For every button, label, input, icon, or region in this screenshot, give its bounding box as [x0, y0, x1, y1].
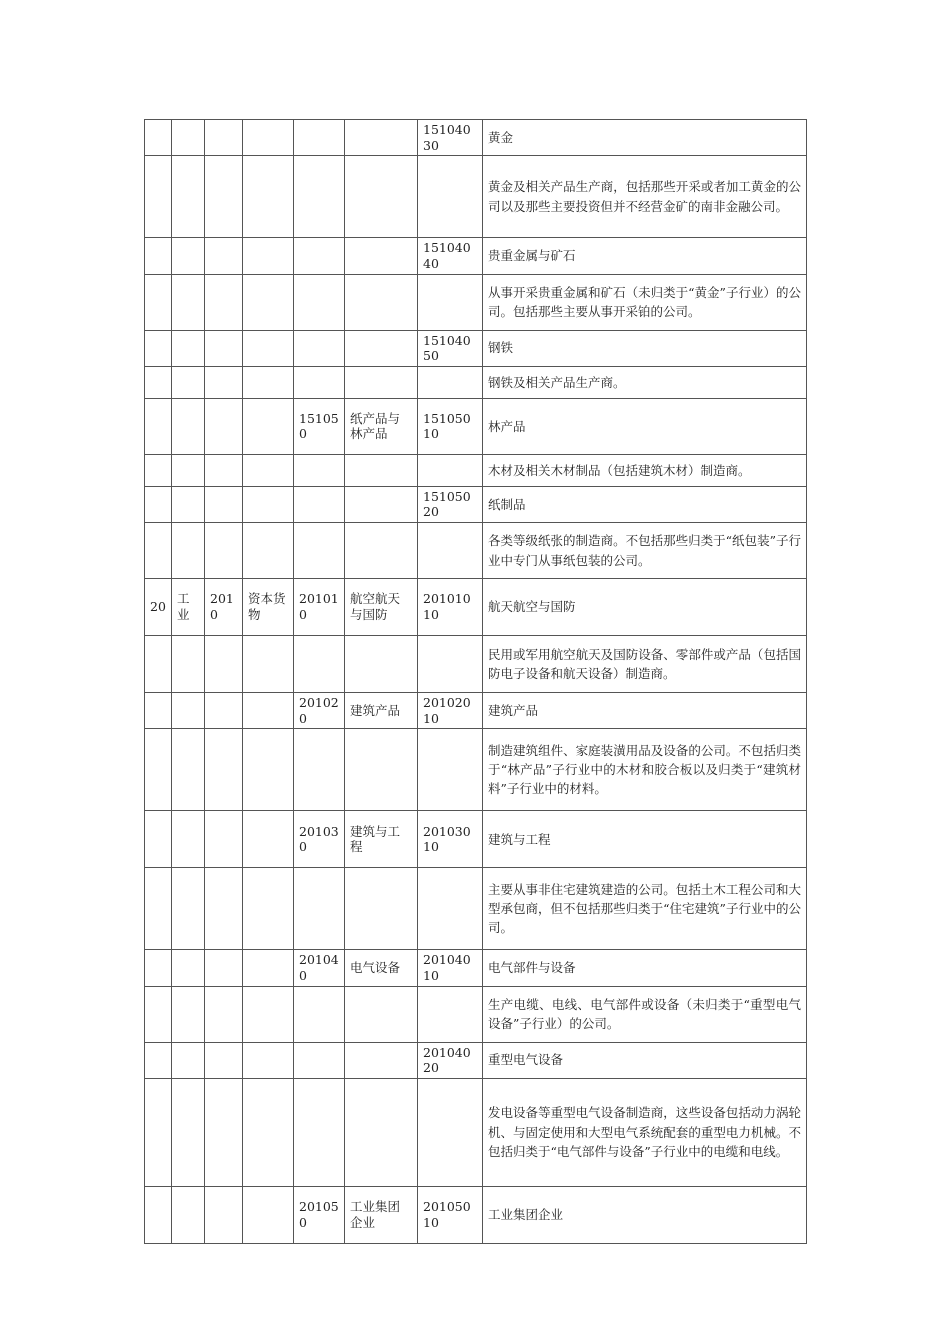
industry-group-name-cell: [243, 636, 294, 693]
sector-name-cell: [172, 398, 205, 454]
industry-group-name-cell: [243, 454, 294, 486]
gics-classification-table: [144, 119, 807, 1244]
sector-name-cell: [172, 950, 205, 986]
table-row: [145, 579, 807, 636]
sector-code-cell: [145, 523, 172, 579]
industry-group-name-cell: [243, 950, 294, 986]
industry-group-code-cell: [205, 366, 243, 398]
industry-group-code-cell: [205, 454, 243, 486]
industry-name-cell: [345, 120, 418, 156]
sector-code-cell: [145, 636, 172, 693]
sub-industry-text-cell: 黄金: [483, 120, 807, 156]
sub-industry-text-cell: 发电设备等重型电气设备制造商，这些设备包括动力涡轮机、与固定使用和大型电气系统配套的重型电力机械。不包括归类于“电气部件与设备”子行业中的电缆和电线。: [483, 1078, 807, 1186]
table-row: [145, 1078, 807, 1186]
sub-industry-code-cell: 20104010: [418, 950, 483, 986]
industry-group-code-cell: 2010: [205, 579, 243, 636]
sector-name-cell: [172, 729, 205, 811]
industry-group-name-cell: [243, 274, 294, 330]
sub-industry-code-cell: 15104030: [418, 120, 483, 156]
industry-group-name-cell: [243, 120, 294, 156]
industry-group-code-cell: [205, 868, 243, 950]
sub-industry-code-cell: 20102010: [418, 693, 483, 729]
sub-industry-code-cell: [418, 366, 483, 398]
sub-industry-code-cell: [418, 156, 483, 238]
industry-group-code-cell: [205, 274, 243, 330]
sub-industry-code-cell: 20101010: [418, 579, 483, 636]
industry-code-cell: [294, 1078, 345, 1186]
sector-name-cell: [172, 1186, 205, 1243]
sub-industry-code-cell: [418, 1078, 483, 1186]
industry-name-cell: [345, 523, 418, 579]
table-row: [145, 454, 807, 486]
sector-code-cell: [145, 729, 172, 811]
industry-name-cell: [345, 274, 418, 330]
table-row: [145, 636, 807, 693]
industry-group-code-cell: [205, 238, 243, 274]
sector-code-cell: [145, 1186, 172, 1243]
industry-group-name-cell: [243, 986, 294, 1042]
industry-code-cell: 201040: [294, 950, 345, 986]
table-row: [145, 868, 807, 950]
industry-code-cell: 201010: [294, 579, 345, 636]
industry-group-code-cell: [205, 1042, 243, 1078]
industry-code-cell: 201020: [294, 693, 345, 729]
sector-name-cell: [172, 330, 205, 366]
sector-code-cell: [145, 868, 172, 950]
industry-name-cell: 电气设备: [345, 950, 418, 986]
sector-code-cell: [145, 454, 172, 486]
sub-industry-code-cell: [418, 636, 483, 693]
sector-code-cell: [145, 693, 172, 729]
sub-industry-code-cell: 15105020: [418, 486, 483, 522]
sector-name-cell: [172, 693, 205, 729]
industry-name-cell: 纸产品与林产品: [345, 398, 418, 454]
sector-name-cell: [172, 454, 205, 486]
industry-name-cell: [345, 156, 418, 238]
industry-name-cell: 航空航天与国防: [345, 579, 418, 636]
sub-industry-text-cell: 林产品: [483, 398, 807, 454]
industry-name-cell: [345, 1078, 418, 1186]
sector-code-cell: [145, 120, 172, 156]
industry-group-name-cell: [243, 1078, 294, 1186]
industry-code-cell: [294, 868, 345, 950]
industry-group-name-cell: [243, 523, 294, 579]
industry-code-cell: [294, 366, 345, 398]
sub-industry-text-cell: 各类等级纸张的制造商。不包括那些归类于“纸包装”子行业中专门从事纸包装的公司。: [483, 523, 807, 579]
sub-industry-text-cell: 木材及相关木材制品（包括建筑木材）制造商。: [483, 454, 807, 486]
sub-industry-text-cell: 工业集团企业: [483, 1186, 807, 1243]
sector-name-cell: [172, 811, 205, 868]
industry-code-cell: 201030: [294, 811, 345, 868]
industry-code-cell: [294, 523, 345, 579]
table-row: [145, 486, 807, 522]
sub-industry-code-cell: [418, 274, 483, 330]
industry-code-cell: [294, 238, 345, 274]
table-row: [145, 523, 807, 579]
industry-name-cell: 建筑产品: [345, 693, 418, 729]
table-row: [145, 330, 807, 366]
sub-industry-code-cell: [418, 868, 483, 950]
industry-group-code-cell: [205, 330, 243, 366]
sub-industry-text-cell: 制造建筑组件、家庭装潢用品及设备的公司。不包括归类于“林产品”子行业中的木材和胶合板以及归类于“建筑材料”子行业中的材料。: [483, 729, 807, 811]
sector-code-cell: [145, 950, 172, 986]
sub-industry-text-cell: 航天航空与国防: [483, 579, 807, 636]
industry-group-code-cell: [205, 1078, 243, 1186]
sector-code-cell: [145, 156, 172, 238]
industry-group-name-cell: [243, 156, 294, 238]
sub-industry-code-cell: 20104020: [418, 1042, 483, 1078]
industry-group-code-cell: [205, 693, 243, 729]
sector-code-cell: [145, 238, 172, 274]
industry-group-code-cell: [205, 1186, 243, 1243]
industry-code-cell: [294, 1042, 345, 1078]
sub-industry-text-cell: 电气部件与设备: [483, 950, 807, 986]
sector-name-cell: [172, 868, 205, 950]
industry-code-cell: [294, 156, 345, 238]
industry-group-name-cell: [243, 398, 294, 454]
industry-group-name-cell: 资本货物: [243, 579, 294, 636]
table-row: [145, 366, 807, 398]
table-row: [145, 729, 807, 811]
sector-code-cell: [145, 366, 172, 398]
sub-industry-code-cell: 20103010: [418, 811, 483, 868]
sector-name-cell: [172, 986, 205, 1042]
sub-industry-text-cell: 重型电气设备: [483, 1042, 807, 1078]
industry-group-name-cell: [243, 729, 294, 811]
industry-code-cell: [294, 636, 345, 693]
sector-code-cell: [145, 486, 172, 522]
sub-industry-text-cell: 建筑与工程: [483, 811, 807, 868]
sub-industry-text-cell: 建筑产品: [483, 693, 807, 729]
sector-code-cell: [145, 330, 172, 366]
table-row: [145, 398, 807, 454]
sector-code-cell: [145, 1078, 172, 1186]
industry-code-cell: [294, 986, 345, 1042]
sector-code-cell: [145, 986, 172, 1042]
sub-industry-text-cell: 生产电缆、电线、电气部件或设备（未归类于“重型电气设备”子行业）的公司。: [483, 986, 807, 1042]
sub-industry-text-cell: 主要从事非住宅建筑建造的公司。包括土木工程公司和大型承包商，但不包括那些归类于“住宅建筑”子行业中的公司。: [483, 868, 807, 950]
sector-name-cell: 工业: [172, 579, 205, 636]
sub-industry-text-cell: 纸制品: [483, 486, 807, 522]
sector-name-cell: [172, 1042, 205, 1078]
industry-group-name-cell: [243, 868, 294, 950]
table-row: [145, 274, 807, 330]
industry-name-cell: [345, 986, 418, 1042]
industry-code-cell: [294, 274, 345, 330]
sub-industry-text-cell: 黄金及相关产品生产商，包括那些开采或者加工黄金的公司以及那些主要投资但并不经营金矿的南非金融公司。: [483, 156, 807, 238]
table-row: [145, 238, 807, 274]
industry-group-code-cell: [205, 120, 243, 156]
industry-code-cell: [294, 330, 345, 366]
sector-code-cell: [145, 811, 172, 868]
table-row: [145, 1042, 807, 1078]
sector-name-cell: [172, 1078, 205, 1186]
sub-industry-code-cell: [418, 523, 483, 579]
sector-name-cell: [172, 366, 205, 398]
sector-name-cell: [172, 636, 205, 693]
industry-name-cell: [345, 454, 418, 486]
sector-name-cell: [172, 156, 205, 238]
table-row: [145, 156, 807, 238]
sub-industry-text-cell: 钢铁: [483, 330, 807, 366]
sector-code-cell: [145, 274, 172, 330]
industry-group-code-cell: [205, 811, 243, 868]
sub-industry-code-cell: 15105010: [418, 398, 483, 454]
industry-code-cell: [294, 454, 345, 486]
sector-code-cell: [145, 1042, 172, 1078]
sector-name-cell: [172, 274, 205, 330]
industry-name-cell: 工业集团企业: [345, 1186, 418, 1243]
industry-name-cell: [345, 636, 418, 693]
sector-code-cell: 20: [145, 579, 172, 636]
industry-code-cell: 151050: [294, 398, 345, 454]
industry-group-code-cell: [205, 729, 243, 811]
table-body: [145, 120, 807, 1244]
sector-name-cell: [172, 523, 205, 579]
industry-name-cell: [345, 729, 418, 811]
industry-name-cell: [345, 238, 418, 274]
industry-name-cell: [345, 868, 418, 950]
industry-group-code-cell: [205, 950, 243, 986]
table-row: [145, 986, 807, 1042]
industry-group-name-cell: [243, 693, 294, 729]
industry-group-code-cell: [205, 986, 243, 1042]
industry-group-code-cell: [205, 486, 243, 522]
table-row: [145, 1186, 807, 1243]
sub-industry-text-cell: 钢铁及相关产品生产商。: [483, 366, 807, 398]
industry-group-name-cell: [243, 486, 294, 522]
sub-industry-text-cell: 民用或军用航空航天及国防设备、零部件或产品（包括国防电子设备和航天设备）制造商。: [483, 636, 807, 693]
sub-industry-code-cell: 15104040: [418, 238, 483, 274]
industry-group-code-cell: [205, 636, 243, 693]
industry-group-code-cell: [205, 156, 243, 238]
table-row: [145, 811, 807, 868]
industry-code-cell: [294, 486, 345, 522]
industry-code-cell: 201050: [294, 1186, 345, 1243]
sector-name-cell: [172, 238, 205, 274]
industry-group-name-cell: [243, 330, 294, 366]
sector-name-cell: [172, 486, 205, 522]
sub-industry-code-cell: [418, 729, 483, 811]
industry-group-name-cell: [243, 1042, 294, 1078]
sector-name-cell: [172, 120, 205, 156]
industry-group-code-cell: [205, 523, 243, 579]
industry-group-code-cell: [205, 398, 243, 454]
industry-name-cell: [345, 366, 418, 398]
industry-group-name-cell: [243, 366, 294, 398]
table-row: [145, 693, 807, 729]
industry-group-name-cell: [243, 238, 294, 274]
sub-industry-code-cell: [418, 454, 483, 486]
sub-industry-code-cell: 15104050: [418, 330, 483, 366]
industry-code-cell: [294, 729, 345, 811]
industry-name-cell: [345, 330, 418, 366]
industry-group-name-cell: [243, 1186, 294, 1243]
industry-group-name-cell: [243, 811, 294, 868]
sub-industry-text-cell: 贵重金属与矿石: [483, 238, 807, 274]
table-row: [145, 120, 807, 156]
industry-name-cell: [345, 1042, 418, 1078]
sub-industry-code-cell: [418, 986, 483, 1042]
industry-name-cell: [345, 486, 418, 522]
sector-code-cell: [145, 398, 172, 454]
industry-name-cell: 建筑与工程: [345, 811, 418, 868]
sub-industry-code-cell: 20105010: [418, 1186, 483, 1243]
table-row: [145, 950, 807, 986]
sub-industry-text-cell: 从事开采贵重金属和矿石（未归类于“黄金”子行业）的公司。包括那些主要从事开采铂的公司。: [483, 274, 807, 330]
industry-code-cell: [294, 120, 345, 156]
